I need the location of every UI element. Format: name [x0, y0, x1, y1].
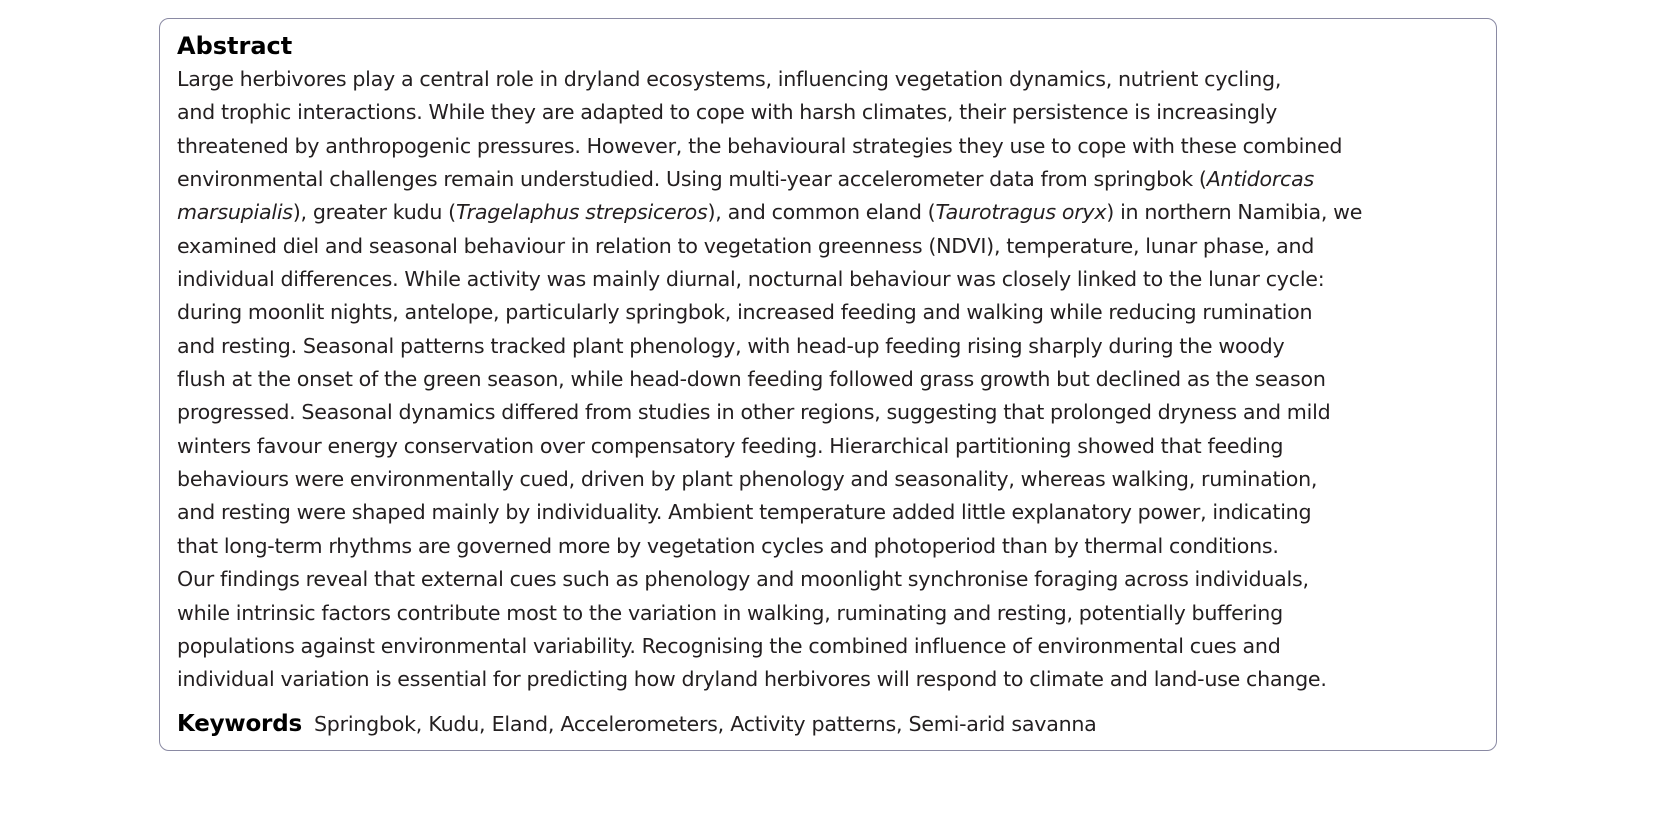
- abstract-line: during moonlit nights, antelope, particularly springbok, increased feeding and walking while reducing rumination: [177, 300, 1313, 325]
- abstract-line: individual variation is essential for predicting how dryland herbivores will respond to climate and land-use change.: [177, 667, 1327, 692]
- abstract-line: flush at the onset of the green season, while head-down feeding followed grass growth but declined as the season: [177, 367, 1326, 392]
- abstract-heading: Abstract: [177, 32, 293, 60]
- abstract-line: and resting were shaped mainly by individuality. Ambient temperature added little explanatory power, indicating: [177, 500, 1312, 525]
- abstract-line: examined diel and seasonal behaviour in relation to vegetation greenness (NDVI), temperature, lunar phase, and: [177, 233, 1315, 258]
- species-name: marsupialis: [177, 200, 293, 225]
- species-name: Tragelaphus strepsiceros: [455, 200, 708, 225]
- species-name: Taurotragus oryx: [935, 200, 1107, 225]
- abstract-line: and resting. Seasonal patterns tracked plant phenology, with head-up feeding rising sharply during the woody: [177, 333, 1285, 358]
- abstract-line: individual differences. While activity was mainly diurnal, nocturnal behaviour was closely linked to the lunar cycle:: [177, 267, 1325, 292]
- abstract-line: while intrinsic factors contribute most to the variation in walking, ruminating and resting, potentially buffering: [177, 600, 1283, 625]
- abstract-line: environmental challenges remain understudied. Using multi-year accelerometer data from springbok (Antidorcas: [177, 167, 1314, 192]
- keywords-values: Springbok, Kudu, Eland, Accelerometers, Activity patterns, Semi-arid savanna: [313, 711, 1097, 736]
- abstract-line: marsupialis), greater kudu (Tragelaphus strepsiceros), and common eland (Taurotragus oryx) in northern Namibia, we: [177, 200, 1363, 225]
- abstract-line: Large herbivores play a central role in dryland ecosystems, influencing vegetation dynamics, nutrient cycling,: [177, 67, 1282, 91]
- abstract-line: that long-term rhythms are governed more by vegetation cycles and photoperiod than by thermal conditions.: [177, 533, 1279, 558]
- keywords: [177, 709, 1097, 739]
- abstract-line: populations against environmental variability. Recognising the combined influence of environmental cues and: [177, 633, 1281, 658]
- abstract-line: Our findings reveal that external cues such as phenology and moonlight synchronise foraging across individuals,: [177, 567, 1309, 592]
- species-name: Antidorcas: [1206, 167, 1314, 192]
- abstract-body: [177, 63, 1479, 697]
- abstract-line: behaviours were environmentally cued, driven by plant phenology and seasonality, whereas walking, rumination,: [177, 467, 1318, 492]
- abstract-line: progressed. Seasonal dynamics differed from studies in other regions, suggesting that prolonged dryness and mild: [177, 400, 1331, 425]
- keywords-label: Keywords: [177, 710, 302, 737]
- abstract-line: and trophic interactions. While they are adapted to cope with harsh climates, their persistence is increasingly: [177, 100, 1278, 125]
- abstract-line: winters favour energy conservation over compensatory feeding. Hierarchical partitioning showed that feeding: [177, 433, 1284, 458]
- abstract-box: [159, 18, 1497, 751]
- abstract-line: threatened by anthropogenic pressures. However, the behavioural strategies they use to cope with these combined: [177, 133, 1343, 158]
